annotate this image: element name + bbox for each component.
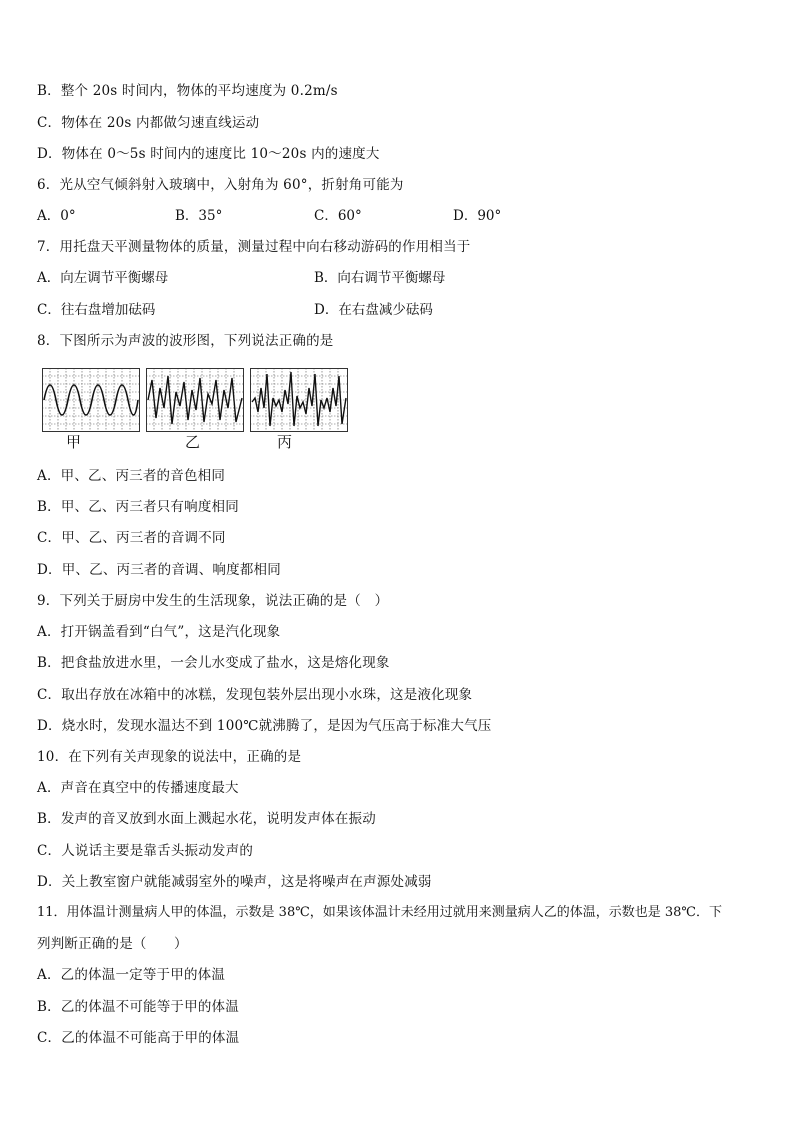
waveform-yi	[146, 368, 244, 432]
q7-option-a: A．向左调节平衡螺母	[37, 270, 169, 286]
q9-option-c: C．取出存放在冰箱中的冰糕，发现包装外层出现小水珠，这是液化现象	[37, 687, 473, 703]
q6-option-c: C．60°	[314, 208, 362, 224]
q6-option-a: A．0°	[37, 208, 76, 224]
q5-option-c: C．物体在 20s 内都做匀速直线运动	[37, 115, 260, 131]
q9-option-d: D．烧水时，发现水温达不到 100℃就沸腾了，是因为气压高于标准大气压	[37, 718, 492, 734]
q6-stem: 6．光从空气倾斜射入玻璃中，入射角为 60°，折射角可能为	[37, 177, 404, 193]
waveform-label-jia: 甲	[66, 433, 82, 451]
waveform-label-bing: 丙	[277, 433, 293, 451]
q7-option-c: C．往右盘增加砝码	[37, 302, 156, 318]
q6-option-b: B．35°	[175, 208, 223, 224]
q10-option-c: C．人说话主要是靠舌头振动发声的	[37, 843, 254, 859]
q5-option-d: D．物体在 0～5s 时间内的速度比 10～20s 内的速度大	[37, 146, 380, 162]
waveform-label-yi: 乙	[185, 433, 201, 451]
waveform-jia	[42, 368, 140, 432]
q9-option-a: A．打开锅盖看到“白气”，这是汽化现象	[37, 624, 281, 640]
q7-stem: 7．用托盘天平测量物体的质量，测量过程中向右移动游码的作用相当于	[37, 239, 471, 255]
q11-option-b: B．乙的体温不可能等于甲的体温	[37, 999, 239, 1015]
q10-stem: 10．在下列有关声现象的说法中，正确的是	[37, 749, 302, 765]
q5-option-b: B．整个 20s 时间内，物体的平均速度为 0.2m/s	[37, 83, 338, 99]
q11-stem-line2: 列判断正确的是（ ）	[37, 936, 188, 952]
q11-option-a: A．乙的体温一定等于甲的体温	[37, 967, 226, 983]
q6-option-d: D．90°	[453, 208, 502, 224]
q8-option-b: B．甲、乙、丙三者只有响度相同	[37, 499, 239, 515]
q8-stem: 8．下图所示为声波的波形图，下列说法正确的是	[37, 333, 334, 349]
q7-option-d: D．在右盘减少砝码	[314, 302, 433, 318]
q7-option-b: B．向右调节平衡螺母	[314, 270, 446, 286]
q11-option-c: C．乙的体温不可能高于甲的体温	[37, 1030, 240, 1046]
q9-option-b: B．把食盐放进水里，一会儿水变成了盐水，这是熔化现象	[37, 655, 390, 671]
q10-option-d: D．关上教室窗户就能减弱室外的噪声，这是将噪声在声源处减弱	[37, 874, 432, 890]
q11-stem-line1: 11．用体温计测量病人甲的体温，示数是 38℃，如果该体温计未经用过就用来测量病人乙的体温，示数也是 38℃．下	[37, 905, 722, 920]
q8-option-d: D．甲、乙、丙三者的音调、响度都相同	[37, 562, 281, 578]
q8-option-a: A．甲、乙、丙三者的音色相同	[37, 468, 226, 484]
q9-stem: 9．下列关于厨房中发生的生活现象，说法正确的是（ ）	[37, 593, 389, 609]
q10-option-a: A．声音在真空中的传播速度最大	[37, 780, 239, 796]
q8-option-c: C．甲、乙、丙三者的音调不同	[37, 530, 226, 546]
waveform-bing	[250, 368, 348, 432]
q10-option-b: B．发声的音叉放到水面上溅起水花，说明发声体在振动	[37, 811, 376, 827]
